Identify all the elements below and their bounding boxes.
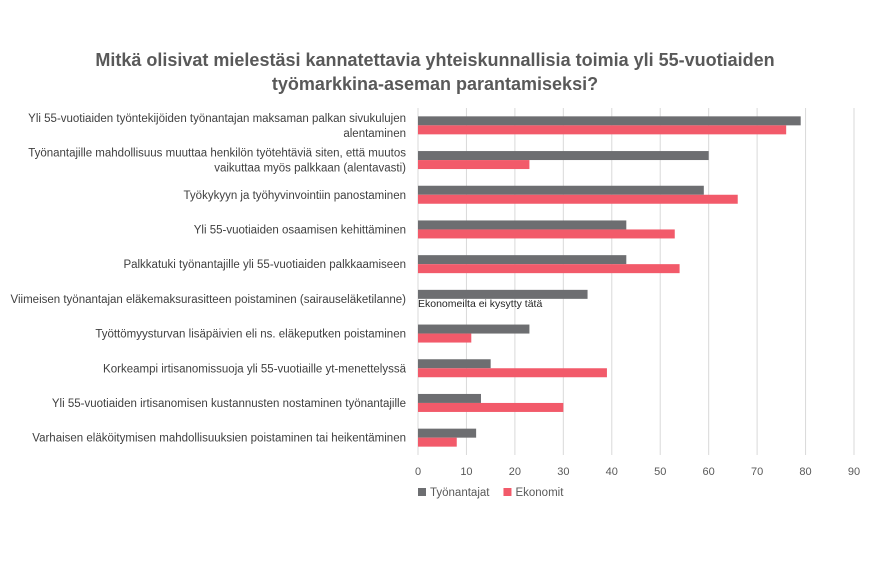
bar-työnantajat <box>418 359 491 368</box>
category-label: Viimeisen työnantajan eläkemaksurasitteen poistaminen (sairauseläketilanne) <box>10 293 406 306</box>
bar-ekonomit <box>418 334 471 343</box>
x-tick-label: 70 <box>750 466 764 478</box>
x-tick-label: 10 <box>460 466 473 478</box>
bar-ekonomit <box>418 368 607 377</box>
bar-ekonomit <box>418 160 529 169</box>
bar-työnantajat <box>418 186 704 195</box>
x-tick-label: 40 <box>605 466 618 478</box>
x-tick-label: 0 <box>414 466 422 478</box>
x-tick-label: 80 <box>799 466 812 478</box>
x-tick-label: 30 <box>557 466 570 478</box>
category-label: alentaminen <box>343 127 406 140</box>
category-label: Yli 55-vuotiaiden osaamisen kehittäminen <box>193 224 406 237</box>
x-tick-label: 20 <box>508 466 522 478</box>
category-label: Työkykyyn ja työhyvinvointiin panostaminen <box>183 189 406 202</box>
bar-ekonomit <box>418 403 563 412</box>
bar-ekonomit <box>418 195 738 204</box>
category-label: Palkkatuki työnantajille yli 55-vuotiaiden palkkaamiseen <box>123 259 406 272</box>
category-label: Työttömyysturvan lisäpäivien eli ns. eläkeputken poistaminen <box>95 328 406 341</box>
category-label: Yli 55-vuotiaiden irtisanomisen kustannusten nostaminen työnantajille <box>51 397 406 410</box>
bar-työnantajat <box>418 255 626 264</box>
x-tick-label: 60 <box>702 466 715 478</box>
category-label: Varhaisen eläköitymisen mahdollisuuksien poistaminen tai heikentäminen <box>32 432 406 445</box>
bar-työnantajat <box>418 429 476 438</box>
chart-annotation: Ekonomeilta ei kysytty tätä <box>418 297 543 310</box>
bar-työnantajat <box>418 394 481 403</box>
chart-title-line-2: työmarkkina-aseman parantamiseksi? <box>271 74 599 94</box>
bar-ekonomit <box>418 264 680 273</box>
category-label: Työnantajille mahdollisuus muuttaa henkilön työtehtäviä siten, että muutos <box>28 147 406 160</box>
bar-ekonomit <box>418 438 457 447</box>
bar-ekonomit <box>418 125 786 134</box>
bar-työnantajat <box>418 116 801 125</box>
legend-label: Ekonomit <box>515 487 564 499</box>
x-tick-label: 50 <box>654 466 667 478</box>
bar-ekonomit <box>418 229 675 238</box>
bar-työnantajat <box>418 325 529 334</box>
x-tick-label: 90 <box>847 466 861 478</box>
legend-swatch <box>503 488 511 496</box>
chart-title-line-1: Mitkä olisivat mielestäsi kannatettavia yhteiskunnallisia toimia yli 55-vuotiaiden <box>95 50 775 70</box>
legend-label: Työnantajat <box>430 487 490 499</box>
legend-swatch <box>418 488 426 496</box>
category-label: Yli 55-vuotiaiden työntekijöiden työnantajan maksaman palkan sivukulujen <box>28 112 406 125</box>
bar-työnantajat <box>418 220 626 229</box>
bar-työnantajat <box>418 151 709 160</box>
category-label: vaikuttaa myös palkkaan (alentavasti) <box>214 162 406 175</box>
category-label: Korkeampi irtisanomissuoja yli 55-vuotiaille yt-menettelyssä <box>103 363 406 376</box>
